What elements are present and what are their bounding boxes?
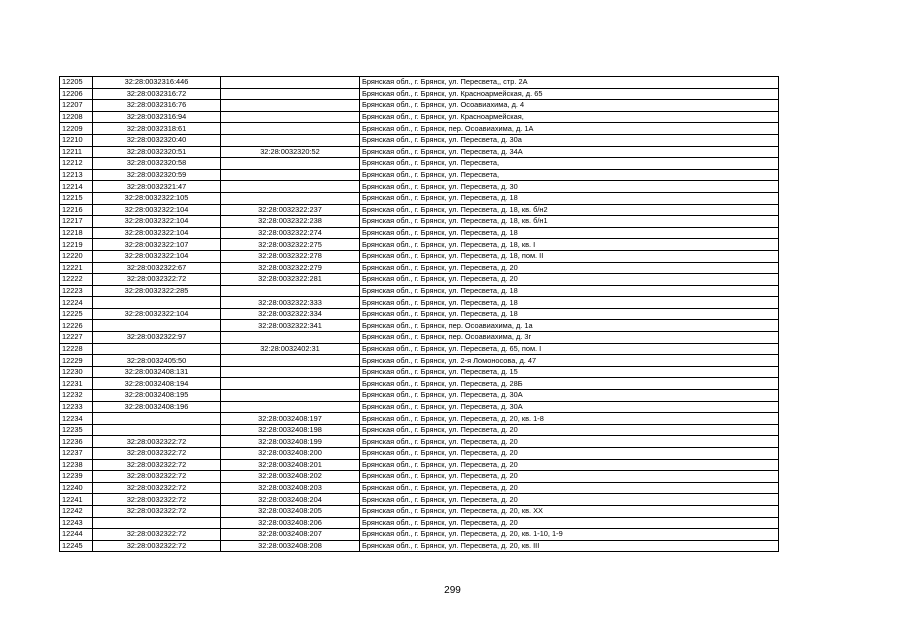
cadastral-number-cell: 32:28:0032316:76 bbox=[93, 100, 221, 112]
table-row bbox=[60, 216, 779, 228]
related-cadastral-number-cell bbox=[221, 88, 360, 100]
address-cell: Брянская обл., г. Брянск, ул. Пересвета, д. 20 bbox=[360, 262, 779, 274]
row-number-cell: 12245 bbox=[60, 540, 93, 552]
related-cadastral-number-cell: 32:28:0032322:238 bbox=[221, 216, 360, 228]
table-row bbox=[60, 378, 779, 390]
table-row bbox=[60, 540, 779, 552]
address-cell: Брянская обл., г. Брянск, ул. Пересвета, д. 18, кв. б/н1 bbox=[360, 216, 779, 228]
related-cadastral-number-cell bbox=[221, 378, 360, 390]
related-cadastral-number-cell bbox=[221, 169, 360, 181]
registry-table-body bbox=[60, 77, 779, 552]
cadastral-number-cell: 32:28:0032320:51 bbox=[93, 146, 221, 158]
row-number-cell: 12217 bbox=[60, 216, 93, 228]
cadastral-number-cell: 32:28:0032320:58 bbox=[93, 158, 221, 170]
cadastral-number-cell: 32:28:0032322:104 bbox=[93, 204, 221, 216]
row-number-cell: 12222 bbox=[60, 274, 93, 286]
address-cell: Брянская обл., г. Брянск, пер. Осоавиахима, д. 1А bbox=[360, 123, 779, 135]
row-number-cell: 12210 bbox=[60, 134, 93, 146]
related-cadastral-number-cell: 32:28:0032320:52 bbox=[221, 146, 360, 158]
cadastral-number-cell: 32:28:0032322:72 bbox=[93, 471, 221, 483]
address-cell: Брянская обл., г. Брянск, ул. Пересвета, д. 18 bbox=[360, 308, 779, 320]
table-row bbox=[60, 123, 779, 135]
table-row bbox=[60, 355, 779, 367]
table-row bbox=[60, 471, 779, 483]
related-cadastral-number-cell: 32:28:0032408:208 bbox=[221, 540, 360, 552]
cadastral-number-cell: 32:28:0032322:67 bbox=[93, 262, 221, 274]
table-row bbox=[60, 401, 779, 413]
related-cadastral-number-cell: 32:28:0032408:197 bbox=[221, 413, 360, 425]
related-cadastral-number-cell bbox=[221, 158, 360, 170]
table-row bbox=[60, 250, 779, 262]
address-cell: Брянская обл., г. Брянск, ул. Пересвета, д. 18, пом. II bbox=[360, 250, 779, 262]
address-cell: Брянская обл., г. Брянск, ул. Пересвета, д. 18, кв. б/н2 bbox=[360, 204, 779, 216]
related-cadastral-number-cell bbox=[221, 123, 360, 135]
row-number-cell: 12218 bbox=[60, 227, 93, 239]
row-number-cell: 12213 bbox=[60, 169, 93, 181]
cadastral-number-cell: 32:28:0032322:107 bbox=[93, 239, 221, 251]
table-row bbox=[60, 158, 779, 170]
cadastral-number-cell: 32:28:0032408:131 bbox=[93, 366, 221, 378]
related-cadastral-number-cell: 32:28:0032322:281 bbox=[221, 274, 360, 286]
related-cadastral-number-cell bbox=[221, 181, 360, 193]
table-row bbox=[60, 482, 779, 494]
related-cadastral-number-cell: 32:28:0032322:275 bbox=[221, 239, 360, 251]
table-row bbox=[60, 100, 779, 112]
table-row bbox=[60, 297, 779, 309]
cadastral-number-cell: 32:28:0032322:72 bbox=[93, 505, 221, 517]
table-row bbox=[60, 274, 779, 286]
related-cadastral-number-cell: 32:28:0032402:31 bbox=[221, 343, 360, 355]
cadastral-number-cell: 32:28:0032322:72 bbox=[93, 494, 221, 506]
address-cell: Брянская обл., г. Брянск, ул. 2-я Ломоносова, д. 47 bbox=[360, 355, 779, 367]
address-cell: Брянская обл., г. Брянск, ул. Пересвета,, стр. 2А bbox=[360, 77, 779, 89]
row-number-cell: 12219 bbox=[60, 239, 93, 251]
address-cell: Брянская обл., г. Брянск, ул. Пересвета, д. 20 bbox=[360, 436, 779, 448]
address-cell: Брянская обл., г. Брянск, ул. Пересвета, д. 20, кв. III bbox=[360, 540, 779, 552]
address-cell: Брянская обл., г. Брянск, ул. Осоавиахима, д. 4 bbox=[360, 100, 779, 112]
related-cadastral-number-cell bbox=[221, 111, 360, 123]
row-number-cell: 12220 bbox=[60, 250, 93, 262]
row-number-cell: 12205 bbox=[60, 77, 93, 89]
address-cell: Брянская обл., г. Брянск, ул. Пересвета, д. 30а bbox=[360, 134, 779, 146]
address-cell: Брянская обл., г. Брянск, ул. Красноармейская, bbox=[360, 111, 779, 123]
table-row bbox=[60, 448, 779, 460]
related-cadastral-number-cell: 32:28:0032408:203 bbox=[221, 482, 360, 494]
related-cadastral-number-cell: 32:28:0032322:279 bbox=[221, 262, 360, 274]
row-number-cell: 12227 bbox=[60, 332, 93, 344]
address-cell: Брянская обл., г. Брянск, ул. Пересвета, д. 30А bbox=[360, 390, 779, 402]
related-cadastral-number-cell bbox=[221, 390, 360, 402]
related-cadastral-number-cell: 32:28:0032322:341 bbox=[221, 320, 360, 332]
row-number-cell: 12224 bbox=[60, 297, 93, 309]
address-cell: Брянская обл., г. Брянск, ул. Пересвета, д. 18 bbox=[360, 285, 779, 297]
address-cell: Брянская обл., г. Брянск, ул. Пересвета, д. 20 bbox=[360, 494, 779, 506]
cadastral-number-cell: 32:28:0032322:72 bbox=[93, 448, 221, 460]
table-row bbox=[60, 204, 779, 216]
cadastral-number-cell: 32:28:0032316:446 bbox=[93, 77, 221, 89]
row-number-cell: 12228 bbox=[60, 343, 93, 355]
address-cell: Брянская обл., г. Брянск, ул. Пересвета, д. 20 bbox=[360, 471, 779, 483]
address-cell: Брянская обл., г. Брянск, ул. Пересвета, д. 18 bbox=[360, 227, 779, 239]
row-number-cell: 12214 bbox=[60, 181, 93, 193]
address-cell: Брянская обл., г. Брянск, пер. Осоавиахима, д. 3г bbox=[360, 332, 779, 344]
cadastral-number-cell: 32:28:0032322:105 bbox=[93, 192, 221, 204]
table-row bbox=[60, 529, 779, 541]
address-cell: Брянская обл., г. Брянск, ул. Пересвета, д. 18 bbox=[360, 192, 779, 204]
row-number-cell: 12234 bbox=[60, 413, 93, 425]
table-row bbox=[60, 390, 779, 402]
registry-table bbox=[59, 76, 779, 552]
row-number-cell: 12242 bbox=[60, 505, 93, 517]
related-cadastral-number-cell: 32:28:0032408:204 bbox=[221, 494, 360, 506]
address-cell: Брянская обл., г. Брянск, ул. Пересвета, д. 20 bbox=[360, 448, 779, 460]
address-cell: Брянская обл., г. Брянск, ул. Пересвета, д. 20 bbox=[360, 424, 779, 436]
cadastral-number-cell: 32:28:0032322:72 bbox=[93, 482, 221, 494]
cadastral-number-cell: 32:28:0032320:40 bbox=[93, 134, 221, 146]
address-cell: Брянская обл., г. Брянск, ул. Пересвета, д. 30 bbox=[360, 181, 779, 193]
table-row bbox=[60, 494, 779, 506]
address-cell: Брянская обл., г. Брянск, ул. Пересвета, д. 20 bbox=[360, 459, 779, 471]
address-cell: Брянская обл., г. Брянск, ул. Пересвета, д. 34А bbox=[360, 146, 779, 158]
related-cadastral-number-cell bbox=[221, 77, 360, 89]
table-row bbox=[60, 134, 779, 146]
cadastral-number-cell bbox=[93, 413, 221, 425]
related-cadastral-number-cell bbox=[221, 192, 360, 204]
row-number-cell: 12216 bbox=[60, 204, 93, 216]
cadastral-number-cell bbox=[93, 343, 221, 355]
row-number-cell: 12206 bbox=[60, 88, 93, 100]
cadastral-number-cell: 32:28:0032322:97 bbox=[93, 332, 221, 344]
cadastral-number-cell: 32:28:0032322:104 bbox=[93, 227, 221, 239]
related-cadastral-number-cell: 32:28:0032408:199 bbox=[221, 436, 360, 448]
cadastral-number-cell bbox=[93, 320, 221, 332]
related-cadastral-number-cell: 32:28:0032322:278 bbox=[221, 250, 360, 262]
address-cell: Брянская обл., г. Брянск, ул. Пересвета, д. 30А bbox=[360, 401, 779, 413]
row-number-cell: 12232 bbox=[60, 390, 93, 402]
address-cell: Брянская обл., г. Брянск, ул. Пересвета, д. 20, кв. 1-8 bbox=[360, 413, 779, 425]
related-cadastral-number-cell: 32:28:0032322:334 bbox=[221, 308, 360, 320]
table-row bbox=[60, 111, 779, 123]
row-number-cell: 12229 bbox=[60, 355, 93, 367]
related-cadastral-number-cell: 32:28:0032408:200 bbox=[221, 448, 360, 460]
address-cell: Брянская обл., г. Брянск, ул. Красноармейская, д. 65 bbox=[360, 88, 779, 100]
address-cell: Брянская обл., г. Брянск, ул. Пересвета, bbox=[360, 169, 779, 181]
row-number-cell: 12241 bbox=[60, 494, 93, 506]
table-row bbox=[60, 181, 779, 193]
cadastral-number-cell: 32:28:0032322:72 bbox=[93, 529, 221, 541]
related-cadastral-number-cell: 32:28:0032408:205 bbox=[221, 505, 360, 517]
cadastral-number-cell: 32:28:0032408:194 bbox=[93, 378, 221, 390]
table-row bbox=[60, 227, 779, 239]
row-number-cell: 12238 bbox=[60, 459, 93, 471]
cadastral-number-cell: 32:28:0032316:72 bbox=[93, 88, 221, 100]
related-cadastral-number-cell: 32:28:0032322:274 bbox=[221, 227, 360, 239]
table-row bbox=[60, 332, 779, 344]
row-number-cell: 12215 bbox=[60, 192, 93, 204]
row-number-cell: 12233 bbox=[60, 401, 93, 413]
table-row bbox=[60, 436, 779, 448]
related-cadastral-number-cell bbox=[221, 285, 360, 297]
related-cadastral-number-cell: 32:28:0032408:207 bbox=[221, 529, 360, 541]
row-number-cell: 12239 bbox=[60, 471, 93, 483]
related-cadastral-number-cell: 32:28:0032408:198 bbox=[221, 424, 360, 436]
address-cell: Брянская обл., г. Брянск, ул. Пересвета, д. 20, кв. XX bbox=[360, 505, 779, 517]
address-cell: Брянская обл., г. Брянск, ул. Пересвета, д. 20, кв. 1-10, 1-9 bbox=[360, 529, 779, 541]
cadastral-number-cell: 32:28:0032322:104 bbox=[93, 308, 221, 320]
cadastral-number-cell bbox=[93, 517, 221, 529]
related-cadastral-number-cell: 32:28:0032408:202 bbox=[221, 471, 360, 483]
table-row bbox=[60, 366, 779, 378]
related-cadastral-number-cell bbox=[221, 366, 360, 378]
address-cell: Брянская обл., г. Брянск, ул. Пересвета, д. 18 bbox=[360, 297, 779, 309]
related-cadastral-number-cell: 32:28:0032322:333 bbox=[221, 297, 360, 309]
cadastral-number-cell bbox=[93, 424, 221, 436]
cadastral-number-cell: 32:28:0032322:104 bbox=[93, 216, 221, 228]
table-row bbox=[60, 343, 779, 355]
related-cadastral-number-cell: 32:28:0032322:237 bbox=[221, 204, 360, 216]
row-number-cell: 12230 bbox=[60, 366, 93, 378]
cadastral-number-cell: 32:28:0032322:72 bbox=[93, 459, 221, 471]
row-number-cell: 12208 bbox=[60, 111, 93, 123]
cadastral-number-cell: 32:28:0032322:285 bbox=[93, 285, 221, 297]
cadastral-number-cell: 32:28:0032321:47 bbox=[93, 181, 221, 193]
table-row bbox=[60, 320, 779, 332]
row-number-cell: 12235 bbox=[60, 424, 93, 436]
row-number-cell: 12209 bbox=[60, 123, 93, 135]
cadastral-number-cell bbox=[93, 297, 221, 309]
cadastral-number-cell: 32:28:0032322:104 bbox=[93, 250, 221, 262]
row-number-cell: 12223 bbox=[60, 285, 93, 297]
cadastral-number-cell: 32:28:0032408:195 bbox=[93, 390, 221, 402]
cadastral-number-cell: 32:28:0032320:59 bbox=[93, 169, 221, 181]
address-cell: Брянская обл., г. Брянск, ул. Пересвета, д. 20 bbox=[360, 517, 779, 529]
cadastral-number-cell: 32:28:0032322:72 bbox=[93, 274, 221, 286]
row-number-cell: 12226 bbox=[60, 320, 93, 332]
table-row bbox=[60, 505, 779, 517]
related-cadastral-number-cell bbox=[221, 134, 360, 146]
table-row bbox=[60, 413, 779, 425]
table-row bbox=[60, 192, 779, 204]
related-cadastral-number-cell: 32:28:0032408:201 bbox=[221, 459, 360, 471]
table-row bbox=[60, 459, 779, 471]
address-cell: Брянская обл., г. Брянск, пер. Осоавиахима, д. 1а bbox=[360, 320, 779, 332]
address-cell: Брянская обл., г. Брянск, ул. Пересвета, д. 15 bbox=[360, 366, 779, 378]
table-row bbox=[60, 285, 779, 297]
page-number: 299 bbox=[444, 585, 461, 596]
row-number-cell: 12236 bbox=[60, 436, 93, 448]
cadastral-number-cell: 32:28:0032316:94 bbox=[93, 111, 221, 123]
row-number-cell: 12207 bbox=[60, 100, 93, 112]
table-row bbox=[60, 262, 779, 274]
address-cell: Брянская обл., г. Брянск, ул. Пересвета, д. 20 bbox=[360, 482, 779, 494]
cadastral-number-cell: 32:28:0032322:72 bbox=[93, 436, 221, 448]
table-row bbox=[60, 424, 779, 436]
related-cadastral-number-cell bbox=[221, 332, 360, 344]
cadastral-number-cell: 32:28:0032318:61 bbox=[93, 123, 221, 135]
row-number-cell: 12225 bbox=[60, 308, 93, 320]
related-cadastral-number-cell bbox=[221, 100, 360, 112]
row-number-cell: 12212 bbox=[60, 158, 93, 170]
related-cadastral-number-cell bbox=[221, 355, 360, 367]
address-cell: Брянская обл., г. Брянск, ул. Пересвета, д. 65, пом. I bbox=[360, 343, 779, 355]
row-number-cell: 12240 bbox=[60, 482, 93, 494]
row-number-cell: 12231 bbox=[60, 378, 93, 390]
address-cell: Брянская обл., г. Брянск, ул. Пересвета, д. 20 bbox=[360, 274, 779, 286]
address-cell: Брянская обл., г. Брянск, ул. Пересвета, д. 18, кв. I bbox=[360, 239, 779, 251]
cadastral-number-cell: 32:28:0032322:72 bbox=[93, 540, 221, 552]
table-row bbox=[60, 77, 779, 89]
cadastral-number-cell: 32:28:0032405:50 bbox=[93, 355, 221, 367]
related-cadastral-number-cell bbox=[221, 401, 360, 413]
related-cadastral-number-cell: 32:28:0032408:206 bbox=[221, 517, 360, 529]
address-cell: Брянская обл., г. Брянск, ул. Пересвета, д. 28Б bbox=[360, 378, 779, 390]
row-number-cell: 12243 bbox=[60, 517, 93, 529]
row-number-cell: 12244 bbox=[60, 529, 93, 541]
table-row bbox=[60, 146, 779, 158]
row-number-cell: 12237 bbox=[60, 448, 93, 460]
cadastral-number-cell: 32:28:0032408:196 bbox=[93, 401, 221, 413]
table-row bbox=[60, 239, 779, 251]
address-cell: Брянская обл., г. Брянск, ул. Пересвета, bbox=[360, 158, 779, 170]
table-row bbox=[60, 517, 779, 529]
table-row bbox=[60, 88, 779, 100]
row-number-cell: 12221 bbox=[60, 262, 93, 274]
table-row bbox=[60, 308, 779, 320]
row-number-cell: 12211 bbox=[60, 146, 93, 158]
table-row bbox=[60, 169, 779, 181]
